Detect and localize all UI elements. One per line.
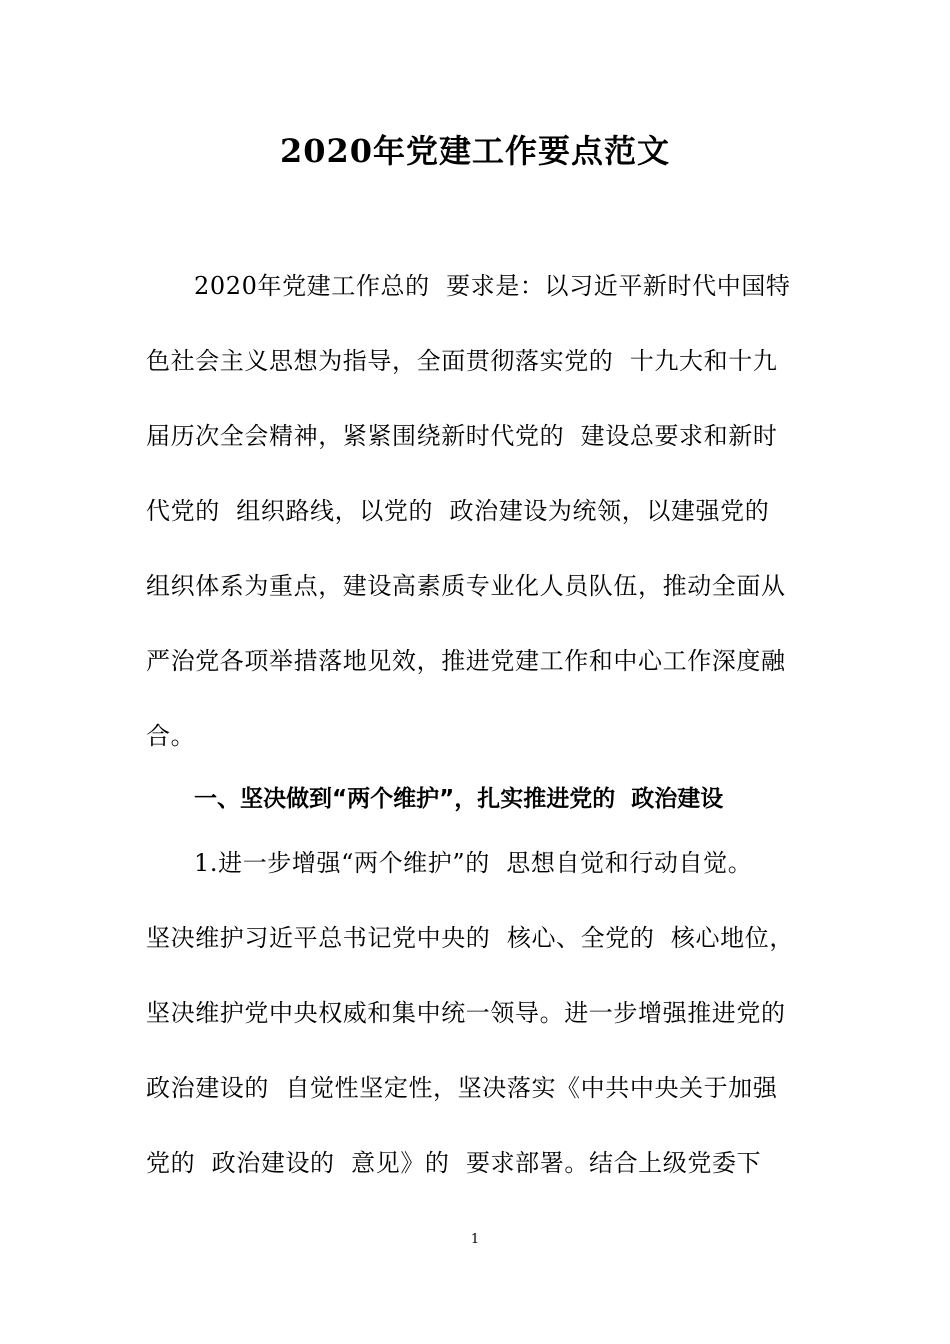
paragraph-line: 坚决维护习近平总书记党中央的 核心、全党的 核心地位， [146,924,794,952]
paragraph-line: 严治党各项举措落地见效，推进党建工作和中心工作深度融 [146,647,786,675]
paragraph-line: 党的 政治建设的 意见》的 要求部署。结合上级党委下 [146,1149,762,1177]
paragraph-line: 色社会主义思想为指导，全面贯彻落实党的 十九大和十九 [146,347,778,375]
paragraph-line: 政治建设的 自觉性坚定性，坚决落实《中共中央关于加强 [146,1074,778,1102]
paragraph-line: 坚决维护党中央权威和集中统一领导。进一步增强推进党的 [146,999,786,1027]
paragraph-line: 合。 [146,722,196,750]
paragraph-line: 组织体系为重点，建设高素质专业化人员队伍，推动全面从 [146,572,786,600]
paragraph-line: 1.进一步增强“两个维护”的 思想自觉和行动自觉。 [194,849,753,877]
section-heading: 一、坚决做到“两个维护”，扎实推进党的 政治建设 [194,786,724,812]
page-number: 1 [470,1232,480,1247]
paragraph-line: 代党的 组织路线，以党的 政治建设为统领，以建强党的 [146,497,770,525]
paragraph-line: 2020年党建工作总的 要求是：以习近平新时代中国特 [194,272,791,300]
document-title: 2020年党建工作要点范文 [279,132,671,170]
paragraph-line: 届历次全会精神，紧紧围绕新时代党的 建设总要求和新时 [146,422,778,450]
